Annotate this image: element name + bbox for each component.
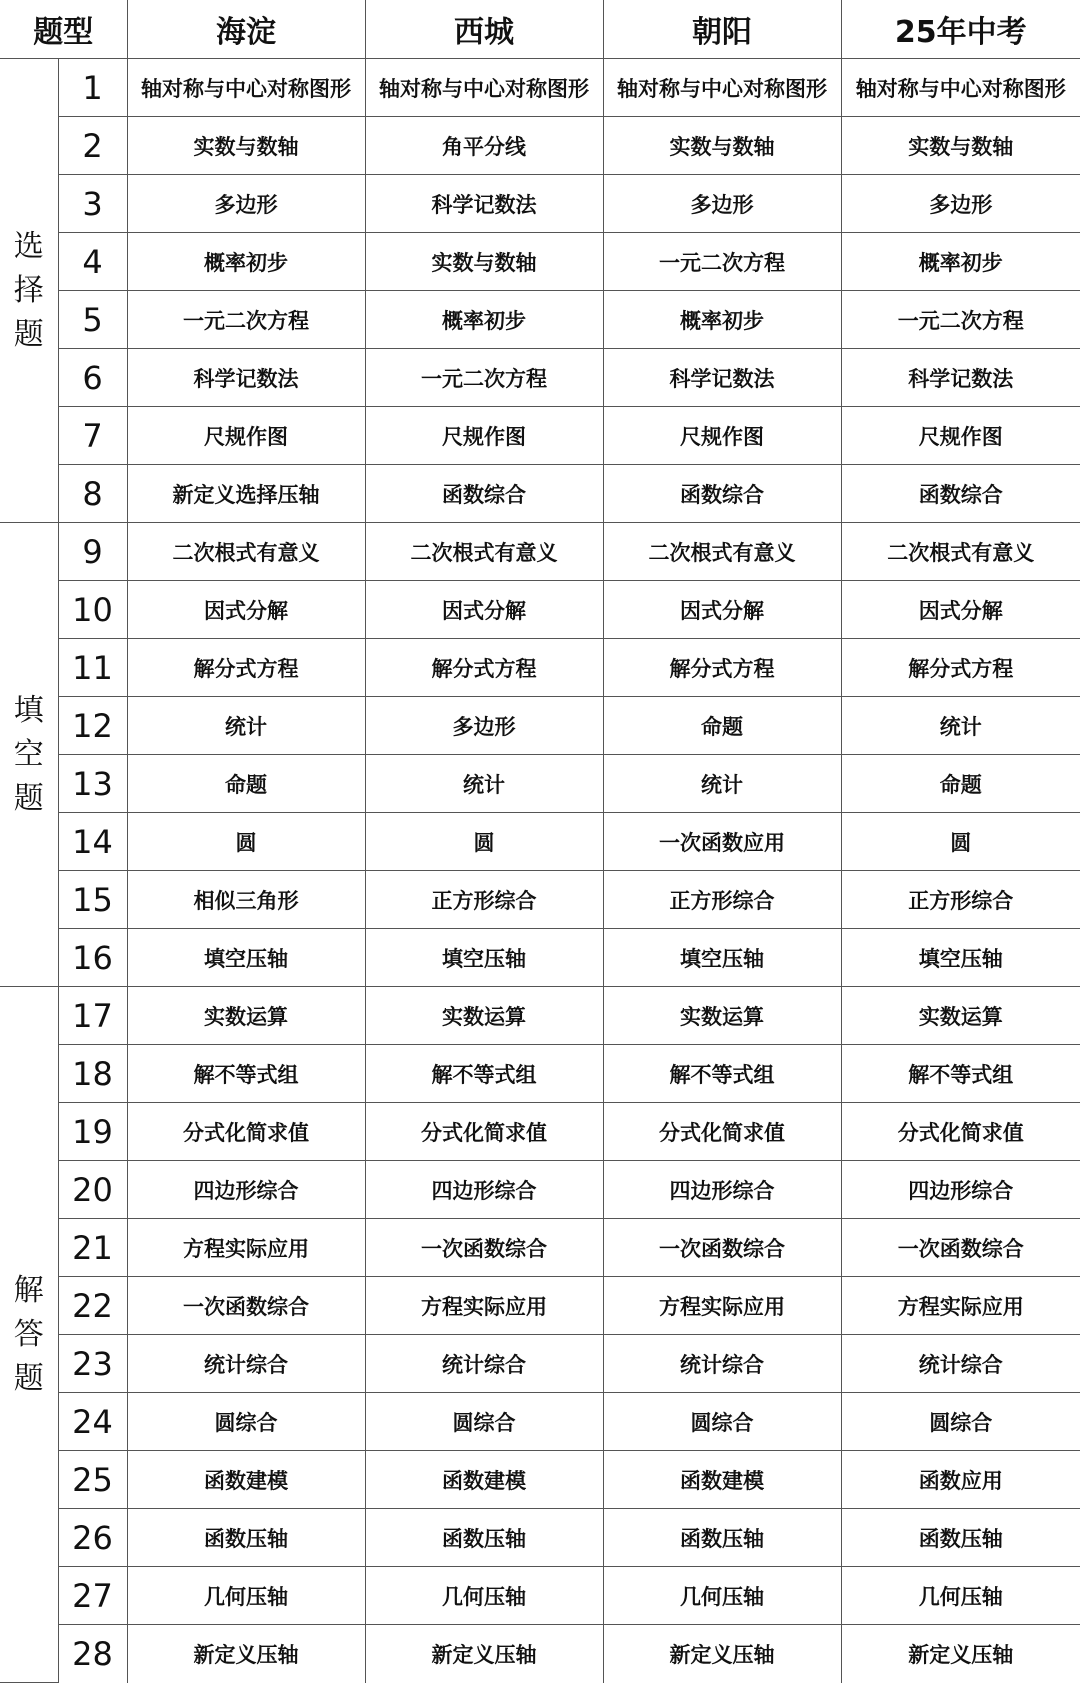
topic-cell: 一元二次方程 (365, 349, 603, 407)
topic-cell: 实数运算 (365, 987, 603, 1045)
table-row (0, 59, 1080, 117)
topic-cell: 统计 (127, 697, 365, 755)
topic-cell: 统计综合 (841, 1335, 1080, 1393)
question-number: 21 (58, 1219, 127, 1277)
topic-cell: 实数与数轴 (127, 117, 365, 175)
table-row (0, 407, 1080, 465)
topic-cell: 正方形综合 (603, 871, 841, 929)
question-number: 14 (58, 813, 127, 871)
question-number: 19 (58, 1103, 127, 1161)
topic-cell: 统计综合 (365, 1335, 603, 1393)
table-row (0, 349, 1080, 407)
topic-cell: 填空压轴 (365, 929, 603, 987)
section-label-char: 填 (13, 692, 44, 728)
question-number: 9 (58, 523, 127, 581)
topic-cell: 几何压轴 (603, 1567, 841, 1625)
topic-cell: 函数压轴 (365, 1509, 603, 1567)
header-district-xicheng: 西城 (365, 0, 603, 59)
table-row (0, 1567, 1080, 1625)
topic-cell: 圆 (841, 813, 1080, 871)
section-label-char: 题 (13, 780, 44, 816)
table-row (0, 1103, 1080, 1161)
table-row (0, 465, 1080, 523)
question-number: 17 (58, 987, 127, 1045)
topic-cell: 一次函数综合 (127, 1277, 365, 1335)
topic-cell: 概率初步 (841, 233, 1080, 291)
table-row (0, 929, 1080, 987)
topic-cell: 正方形综合 (365, 871, 603, 929)
header-row (0, 0, 1080, 59)
topic-cell: 函数综合 (365, 465, 603, 523)
question-number: 27 (58, 1567, 127, 1625)
topic-cell: 函数综合 (841, 465, 1080, 523)
header-district-haidian: 海淀 (127, 0, 365, 59)
topic-cell: 轴对称与中心对称图形 (127, 59, 365, 117)
header-zhongkao-2025: 25年中考 (841, 0, 1080, 59)
topic-cell: 圆综合 (841, 1393, 1080, 1451)
question-number: 12 (58, 697, 127, 755)
question-number: 15 (58, 871, 127, 929)
topic-cell: 统计 (365, 755, 603, 813)
topic-cell: 填空压轴 (127, 929, 365, 987)
section-label-char: 空 (13, 736, 44, 772)
table-row (0, 1045, 1080, 1103)
question-number: 2 (58, 117, 127, 175)
topic-cell: 解分式方程 (841, 639, 1080, 697)
table-row (0, 1219, 1080, 1277)
topic-cell: 分式化简求值 (127, 1103, 365, 1161)
header-district-chaoyang: 朝阳 (603, 0, 841, 59)
topic-cell: 分式化简求值 (365, 1103, 603, 1161)
topic-cell: 函数压轴 (127, 1509, 365, 1567)
topic-cell: 因式分解 (603, 581, 841, 639)
table-row (0, 1161, 1080, 1219)
table-body (0, 59, 1080, 1683)
topic-cell: 方程实际应用 (365, 1277, 603, 1335)
topic-cell: 实数运算 (603, 987, 841, 1045)
table-row (0, 117, 1080, 175)
section-label-char: 题 (13, 316, 44, 352)
question-number: 16 (58, 929, 127, 987)
topic-cell: 尺规作图 (127, 407, 365, 465)
topic-cell: 概率初步 (127, 233, 365, 291)
question-number: 5 (58, 291, 127, 349)
topic-cell: 尺规作图 (841, 407, 1080, 465)
topic-cell: 尺规作图 (365, 407, 603, 465)
topic-cell: 函数建模 (603, 1451, 841, 1509)
section-label-char: 题 (13, 1360, 44, 1396)
topic-cell: 科学记数法 (841, 349, 1080, 407)
topic-cell: 一元二次方程 (841, 291, 1080, 349)
topic-cell: 相似三角形 (127, 871, 365, 929)
topic-cell: 填空压轴 (841, 929, 1080, 987)
topic-cell: 命题 (841, 755, 1080, 813)
table-row (0, 697, 1080, 755)
topic-cell: 统计 (841, 697, 1080, 755)
question-number: 28 (58, 1625, 127, 1683)
topic-cell: 命题 (603, 697, 841, 755)
question-number: 7 (58, 407, 127, 465)
question-number: 20 (58, 1161, 127, 1219)
topic-cell: 解分式方程 (127, 639, 365, 697)
topic-cell: 科学记数法 (127, 349, 365, 407)
question-number: 6 (58, 349, 127, 407)
section-multiple-choice-label (0, 59, 58, 523)
section-fill-blank-label (0, 523, 58, 987)
topic-cell: 圆 (127, 813, 365, 871)
topic-cell: 二次根式有意义 (603, 523, 841, 581)
section-label-char: 选 (13, 228, 44, 264)
table-row (0, 871, 1080, 929)
section-label-char: 解 (13, 1272, 44, 1308)
topic-cell: 方程实际应用 (127, 1219, 365, 1277)
topic-cell: 统计综合 (603, 1335, 841, 1393)
header-type: 题型 (0, 0, 127, 59)
topic-cell: 多边形 (841, 175, 1080, 233)
question-number: 4 (58, 233, 127, 291)
topic-cell: 多边形 (127, 175, 365, 233)
topic-cell: 方程实际应用 (603, 1277, 841, 1335)
topic-cell: 一次函数综合 (603, 1219, 841, 1277)
topic-cell: 多边形 (365, 697, 603, 755)
topic-cell: 二次根式有意义 (365, 523, 603, 581)
topic-cell: 一元二次方程 (603, 233, 841, 291)
section-label-char: 答 (13, 1316, 44, 1352)
question-number: 11 (58, 639, 127, 697)
topic-cell: 新定义选择压轴 (127, 465, 365, 523)
topic-cell: 角平分线 (365, 117, 603, 175)
topic-cell: 方程实际应用 (841, 1277, 1080, 1335)
topic-cell: 新定义压轴 (127, 1625, 365, 1683)
topic-cell: 科学记数法 (603, 349, 841, 407)
table-row (0, 987, 1080, 1045)
topic-cell: 尺规作图 (603, 407, 841, 465)
topic-cell: 解不等式组 (365, 1045, 603, 1103)
section-label-char: 择 (13, 272, 44, 308)
question-number: 8 (58, 465, 127, 523)
table-row (0, 581, 1080, 639)
topic-cell: 正方形综合 (841, 871, 1080, 929)
topic-cell: 因式分解 (365, 581, 603, 639)
topic-cell: 函数综合 (603, 465, 841, 523)
topic-cell: 实数与数轴 (841, 117, 1080, 175)
topic-cell: 四边形综合 (841, 1161, 1080, 1219)
question-number: 24 (58, 1393, 127, 1451)
question-number: 13 (58, 755, 127, 813)
topic-cell: 几何压轴 (365, 1567, 603, 1625)
question-number: 23 (58, 1335, 127, 1393)
topic-cell: 二次根式有意义 (127, 523, 365, 581)
topic-cell: 实数运算 (127, 987, 365, 1045)
table-row (0, 755, 1080, 813)
topic-cell: 分式化简求值 (603, 1103, 841, 1161)
question-number: 25 (58, 1451, 127, 1509)
topic-cell: 圆综合 (603, 1393, 841, 1451)
table-row (0, 1625, 1080, 1683)
topic-cell: 函数建模 (365, 1451, 603, 1509)
topic-cell: 一次函数综合 (841, 1219, 1080, 1277)
topic-cell: 科学记数法 (365, 175, 603, 233)
topic-cell: 新定义压轴 (365, 1625, 603, 1683)
topic-cell: 四边形综合 (365, 1161, 603, 1219)
topic-cell: 实数与数轴 (365, 233, 603, 291)
topic-cell: 四边形综合 (603, 1161, 841, 1219)
topic-cell: 概率初步 (603, 291, 841, 349)
table-row (0, 1393, 1080, 1451)
topic-cell: 新定义压轴 (603, 1625, 841, 1683)
topic-cell: 函数压轴 (841, 1509, 1080, 1567)
table-row (0, 639, 1080, 697)
topic-cell: 几何压轴 (841, 1567, 1080, 1625)
topic-cell: 一元二次方程 (127, 291, 365, 349)
table-row (0, 233, 1080, 291)
topic-cell: 一次函数综合 (365, 1219, 603, 1277)
table-row (0, 813, 1080, 871)
topic-cell: 圆综合 (127, 1393, 365, 1451)
question-number: 26 (58, 1509, 127, 1567)
topic-cell: 二次根式有意义 (841, 523, 1080, 581)
question-number: 18 (58, 1045, 127, 1103)
topic-cell: 轴对称与中心对称图形 (841, 59, 1080, 117)
topic-cell: 四边形综合 (127, 1161, 365, 1219)
topic-cell: 统计综合 (127, 1335, 365, 1393)
topic-cell: 填空压轴 (603, 929, 841, 987)
table-row (0, 1509, 1080, 1567)
table-row (0, 1451, 1080, 1509)
topic-cell: 轴对称与中心对称图形 (365, 59, 603, 117)
topic-cell: 解不等式组 (603, 1045, 841, 1103)
table-row (0, 1335, 1080, 1393)
topic-cell: 圆综合 (365, 1393, 603, 1451)
topic-cell: 分式化简求值 (841, 1103, 1080, 1161)
topic-cell: 因式分解 (841, 581, 1080, 639)
topic-cell: 实数运算 (841, 987, 1080, 1045)
section-answer-label (0, 987, 58, 1683)
topic-cell: 一次函数应用 (603, 813, 841, 871)
topic-cell: 多边形 (603, 175, 841, 233)
topic-cell: 解分式方程 (603, 639, 841, 697)
topic-cell: 概率初步 (365, 291, 603, 349)
table-row (0, 175, 1080, 233)
topic-cell: 新定义压轴 (841, 1625, 1080, 1683)
topic-cell: 实数与数轴 (603, 117, 841, 175)
topic-cell: 统计 (603, 755, 841, 813)
topic-cell: 函数建模 (127, 1451, 365, 1509)
topic-cell: 函数应用 (841, 1451, 1080, 1509)
topic-cell: 解不等式组 (841, 1045, 1080, 1103)
question-number: 22 (58, 1277, 127, 1335)
table-row (0, 523, 1080, 581)
table-row (0, 291, 1080, 349)
topic-cell: 解不等式组 (127, 1045, 365, 1103)
topic-cell: 命题 (127, 755, 365, 813)
question-number: 3 (58, 175, 127, 233)
topic-cell: 圆 (365, 813, 603, 871)
table-row (0, 1277, 1080, 1335)
topic-cell: 解分式方程 (365, 639, 603, 697)
topic-cell: 因式分解 (127, 581, 365, 639)
question-number: 10 (58, 581, 127, 639)
topic-cell: 函数压轴 (603, 1509, 841, 1567)
topic-cell: 几何压轴 (127, 1567, 365, 1625)
question-number: 1 (58, 59, 127, 117)
topic-cell: 轴对称与中心对称图形 (603, 59, 841, 117)
